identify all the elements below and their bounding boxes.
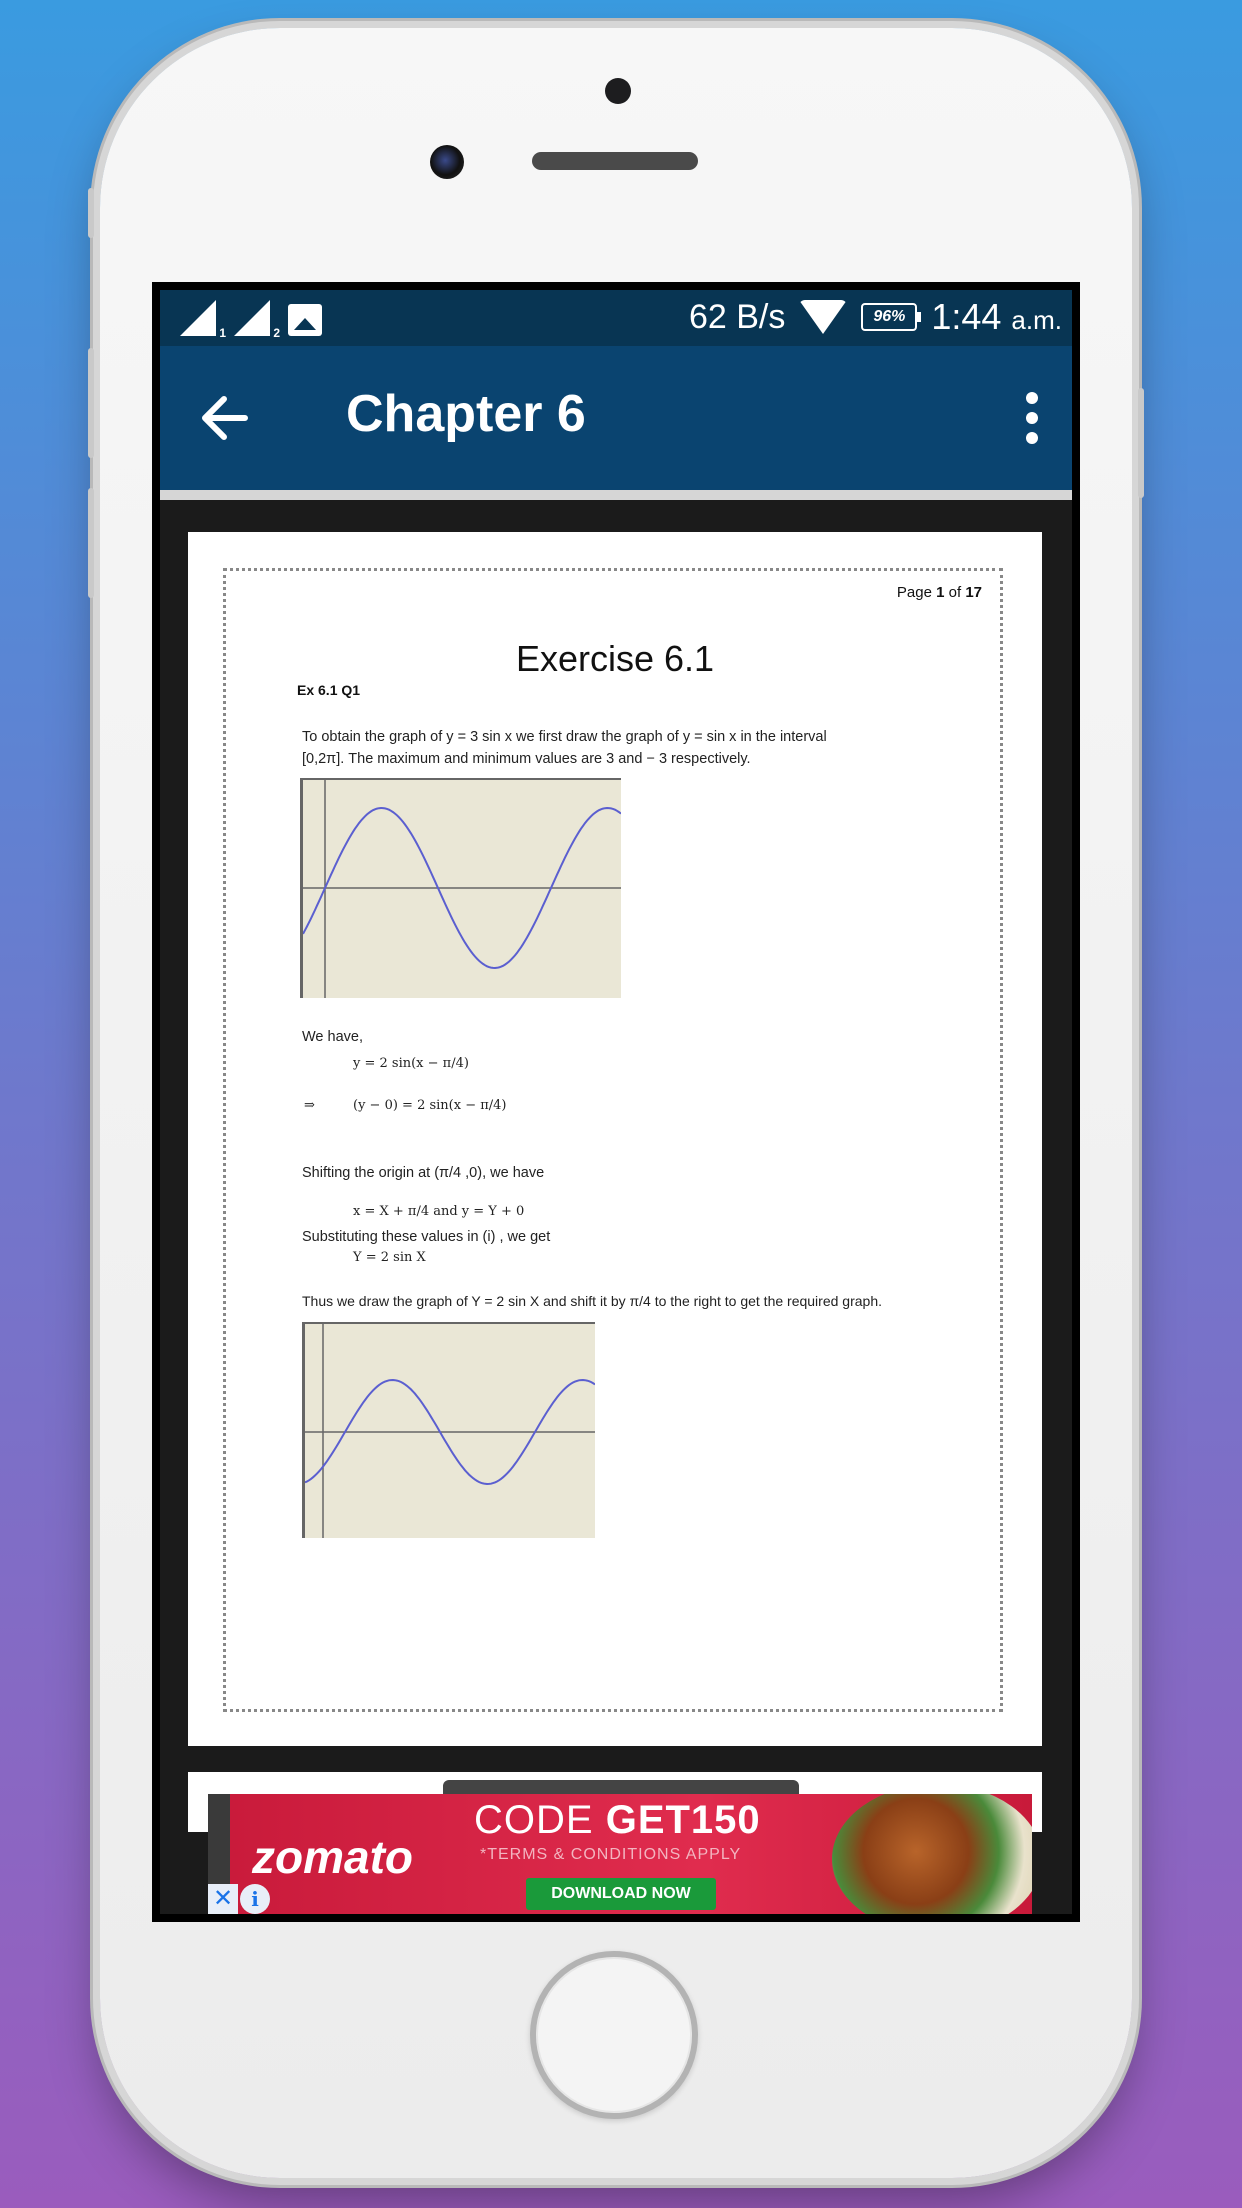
zomato-ad-banner[interactable] (208, 1794, 1032, 1914)
question-id: Ex 6.1 Q1 (297, 682, 361, 698)
ad-download-button[interactable]: DOWNLOAD NOW (526, 1878, 716, 1910)
substitute-text: Substituting these values in (i) , we get (302, 1229, 551, 1245)
intro-line-2: [0,2π]. The maximum and minimum values are 3 and − 3 respectively. (302, 751, 751, 767)
equation-3: x = X + π/4 and y = Y + 0 (353, 1204, 525, 1219)
sine-graph-1 (300, 778, 621, 998)
sine-graph-2 (302, 1322, 595, 1538)
battery-icon (861, 303, 917, 331)
status-left-icons (180, 300, 322, 340)
battery-level: 96% (873, 308, 906, 325)
volume-down-button (88, 488, 94, 598)
volume-up-button (88, 348, 94, 458)
shift-origin-text: Shifting the origin at (π/4 ,0), we have (302, 1165, 545, 1181)
overflow-menu-icon[interactable] (1022, 392, 1042, 444)
screen (152, 282, 1080, 1922)
exercise-title: Exercise 6.1 (515, 638, 715, 679)
home-button[interactable] (530, 1951, 698, 2119)
signal-sim2-icon: 2 (234, 300, 270, 336)
signal-sim1-icon: 1 (180, 300, 216, 336)
back-arrow-icon[interactable] (194, 388, 254, 448)
ad-brand-logo: zomato (252, 1831, 413, 1883)
clock: 1:44 a.m. (931, 296, 1062, 337)
ad-info-icon[interactable]: i (240, 1884, 270, 1914)
equation-2: (y − 0) = 2 sin(x − π/4) (353, 1098, 507, 1113)
proximity-sensor (605, 78, 631, 104)
app-viewport (160, 290, 1072, 1914)
ad-close-icon[interactable]: ✕ (208, 1884, 238, 1914)
implies-arrow: ⇒ (304, 1098, 315, 1113)
equation-4: Y = 2 sin X (353, 1250, 426, 1265)
mute-switch (88, 188, 94, 238)
previous-page-edge (160, 490, 1072, 500)
conclusion-text: Thus we draw the graph of Y = 2 sin X and shift it by π/4 to the right to get the required graph. (302, 1293, 882, 1309)
page-title: Chapter 6 (346, 385, 586, 443)
ad-code-text: CODE GET150 (474, 1798, 761, 1842)
earpiece-speaker (532, 152, 698, 170)
gallery-notification-icon (288, 304, 322, 336)
front-camera (430, 145, 464, 179)
ad-terms-text: *TERMS & CONDITIONS APPLY (480, 1846, 742, 1863)
intro-line-1: To obtain the graph of y = 3 sin x we first draw the graph of y = sin x in the interval (302, 729, 827, 745)
equation-1: y = 2 sin(x − π/4) (353, 1056, 469, 1071)
we-have-text: We have, (302, 1029, 363, 1045)
app-bar (160, 346, 1072, 490)
pdf-page[interactable] (188, 532, 1042, 1746)
status-right-icons (689, 296, 1062, 338)
wifi-icon (799, 300, 847, 334)
ad-food-image (832, 1794, 1032, 1914)
page-indicator: Page 1 of 17 (896, 584, 982, 601)
network-speed: 62 B/s (688, 297, 786, 336)
status-bar (160, 290, 1072, 346)
power-button (1138, 388, 1144, 498)
